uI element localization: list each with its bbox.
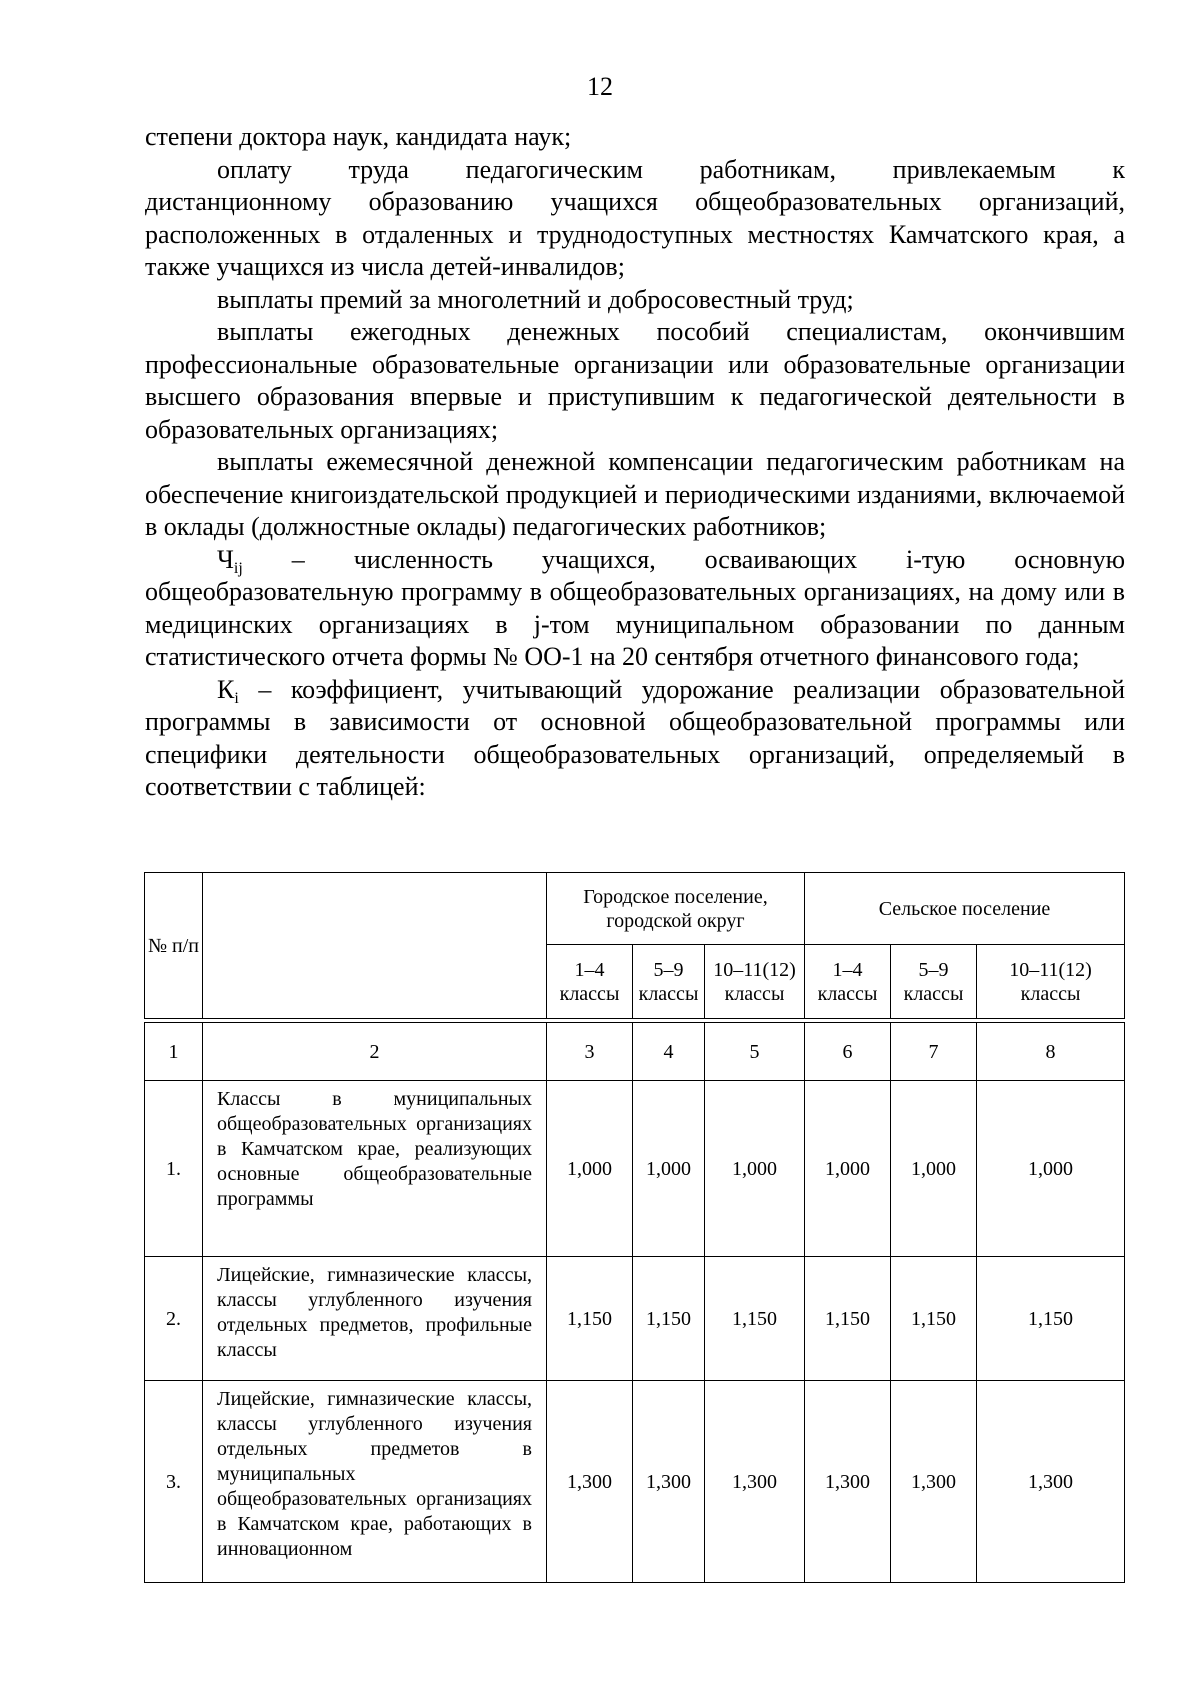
column-number: 2 bbox=[203, 1023, 547, 1081]
row-value: 1,150 bbox=[705, 1257, 805, 1381]
body-text bbox=[145, 121, 1125, 804]
chij-text: – численность учащихся, осваивающих i-тую основную общеобразовательную программу в общеобразовательных организациях, на дому или в медицинских организациях в j-том муниципальном образовании по данным статистического отчета формы № ОО-1 на 20 сентября отчетного финансового года; bbox=[145, 544, 1125, 671]
subheader: 5–9 классы bbox=[633, 945, 705, 1019]
ki-symbol: К bbox=[217, 674, 235, 704]
table-row bbox=[145, 1081, 1125, 1257]
chij-definition bbox=[145, 544, 1125, 674]
row-value: 1,300 bbox=[977, 1381, 1125, 1583]
coefficient-table bbox=[144, 872, 1125, 1583]
row-value: 1,300 bbox=[705, 1381, 805, 1583]
chij-symbol: Ч bbox=[217, 544, 234, 574]
paragraph: выплаты премий за многолетний и добросовестный труд; bbox=[217, 284, 854, 314]
paragraph: выплаты ежегодных денежных пособий специалистам, окончившим профессиональные образовательные организации или образовательные организации высшего образования впервые и приступившим к педагогической деятельности в образовательных организациях; bbox=[145, 317, 1125, 444]
paragraph: дистанционному образованию учащихся общеобразовательных организаций, расположенных в отдаленных и труднодоступных местностях Камчатского края, а также учащихся из числа детей-инвалидов; bbox=[145, 187, 1125, 281]
table-row bbox=[145, 1257, 1125, 1381]
column-number: 8 bbox=[977, 1023, 1125, 1081]
subheader: 10–11(12) классы bbox=[977, 945, 1125, 1019]
header-rural: Сельское поселение bbox=[805, 873, 1125, 945]
paragraph: степени доктора наук, кандидата наук; bbox=[145, 122, 572, 151]
row-value: 1,300 bbox=[805, 1381, 891, 1583]
row-description: Классы в муниципальных общеобразовательных организациях в Камчатском крае, реализующих основные общеобразовательные программы bbox=[203, 1081, 547, 1257]
row-value: 1,000 bbox=[633, 1081, 705, 1257]
row-number: 3. bbox=[145, 1381, 203, 1583]
row-value: 1,150 bbox=[805, 1257, 891, 1381]
subheader: 1–4 классы bbox=[805, 945, 891, 1019]
column-number: 4 bbox=[633, 1023, 705, 1081]
subheader: 1–4 классы bbox=[547, 945, 633, 1019]
subheader: 5–9 классы bbox=[891, 945, 977, 1019]
row-value: 1,000 bbox=[891, 1081, 977, 1257]
column-number: 5 bbox=[705, 1023, 805, 1081]
header-urban: Городское поселение, городской округ bbox=[547, 873, 805, 945]
row-value: 1,000 bbox=[977, 1081, 1125, 1257]
page-number: 12 bbox=[587, 72, 613, 101]
header-description bbox=[203, 873, 547, 1019]
row-description: Лицейские, гимназические классы, классы углубленного изучения отдельных предметов в муниципальных общеобразовательных организациях в Камчатском крае, работающих в инновационном bbox=[203, 1381, 547, 1583]
row-description: Лицейские, гимназические классы, классы углубленного изучения отдельных предметов, профильные классы bbox=[203, 1257, 547, 1381]
row-value: 1,000 bbox=[547, 1081, 633, 1257]
row-value: 1,000 bbox=[805, 1081, 891, 1257]
paragraph: выплаты ежемесячной денежной компенсации педагогическим работникам на обеспечение книгоиздательской продукцией и периодическими изданиями, включаемой в оклады (должностные оклады) педагогических работников; bbox=[145, 447, 1125, 541]
coefficient-table-wrapper bbox=[144, 872, 1124, 1583]
row-value: 1,300 bbox=[547, 1381, 633, 1583]
column-number: 6 bbox=[805, 1023, 891, 1081]
ki-subscript: i bbox=[234, 689, 239, 707]
column-number: 3 bbox=[547, 1023, 633, 1081]
table-row bbox=[145, 1381, 1125, 1583]
paragraph: оплату труда педагогическим работникам, привлекаемым к bbox=[217, 154, 1125, 184]
subheader: 10–11(12) классы bbox=[705, 945, 805, 1019]
row-value: 1,150 bbox=[891, 1257, 977, 1381]
row-number: 1. bbox=[145, 1081, 203, 1257]
ki-definition bbox=[145, 674, 1125, 804]
row-value: 1,150 bbox=[633, 1257, 705, 1381]
row-value: 1,300 bbox=[891, 1381, 977, 1583]
row-value: 1,000 bbox=[705, 1081, 805, 1257]
column-number: 1 bbox=[145, 1023, 203, 1081]
row-value: 1,300 bbox=[633, 1381, 705, 1583]
column-number: 7 bbox=[891, 1023, 977, 1081]
ki-text: – коэффициент, учитывающий удорожание реализации образовательной программы в зависимости от основной общеобразовательной программы или специфики деятельности общеобразовательных организаций, определяемый в соответствии с таблицей: bbox=[145, 674, 1125, 801]
row-value: 1,150 bbox=[977, 1257, 1125, 1381]
row-number: 2. bbox=[145, 1257, 203, 1381]
header-num: № п/п bbox=[145, 873, 203, 1019]
chij-subscript: ij bbox=[233, 559, 243, 577]
row-value: 1,150 bbox=[547, 1257, 633, 1381]
